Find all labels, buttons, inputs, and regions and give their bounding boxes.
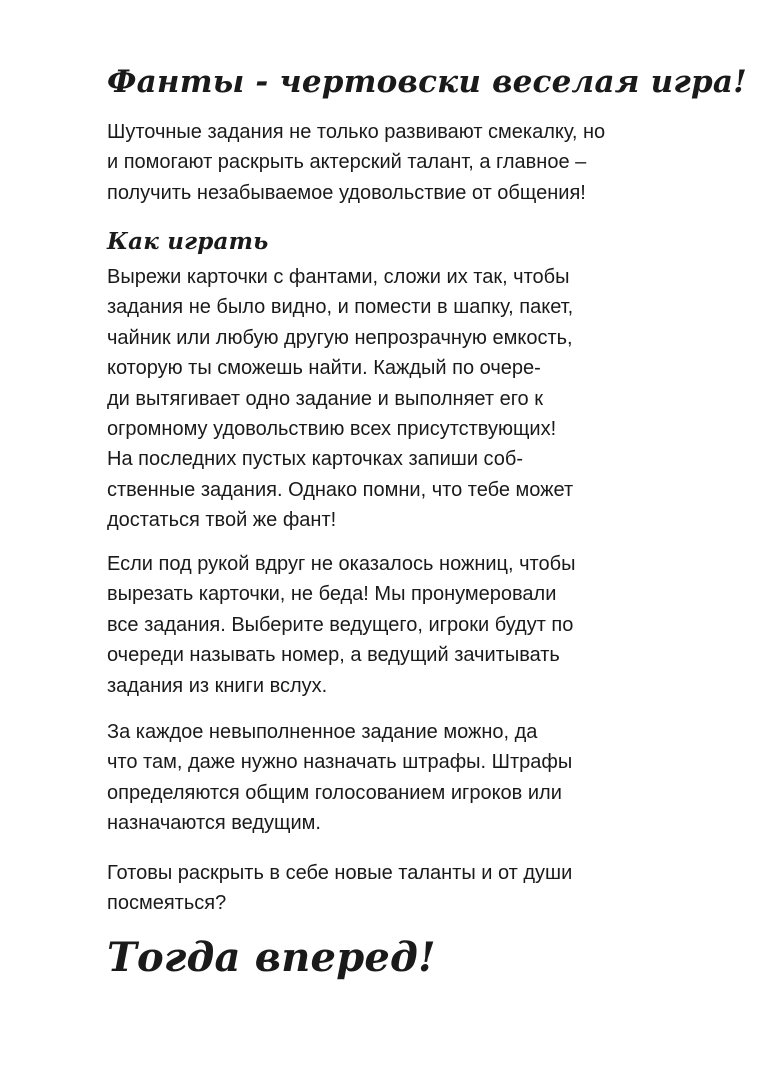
how-to-play-line: На последних пустых карточках запиши соб- xyxy=(107,448,524,471)
how-to-play-line: Вырежи карточки с фантами, сложи их так, чтобы xyxy=(107,266,570,288)
ready-line: Готовы раскрыть в себе новые таланты и от души xyxy=(107,862,573,884)
scissors-line: Если под рукой вдруг не оказалось ножниц, чтобы xyxy=(107,553,576,575)
intro-line: и помогают раскрыть актерский талант, а главное – xyxy=(107,151,587,174)
how-to-play-line: чайник или любую другую непрозрачную емкость, xyxy=(107,326,573,349)
scissors-paragraph xyxy=(107,549,687,701)
scissors-line: вырезать карточки, не беда! Мы пронумеровали xyxy=(107,583,557,606)
scissors-line: все задания. Выберите ведущего, игроки будут по xyxy=(107,613,574,636)
ready-line: посмеяться? xyxy=(107,892,227,915)
how-to-play-line: ственные задания. Однако помни, что тебе может xyxy=(107,478,574,501)
how-to-play-line: которую ты сможешь найти. Каждый по очере- xyxy=(107,357,541,380)
intro-line: получить незабываемое удовольствие от общения! xyxy=(107,181,586,204)
how-to-play-paragraph xyxy=(107,262,687,536)
penalties-line: определяются общим голосованием игроков или xyxy=(107,781,562,804)
how-to-play-line: задания не было видно, и помести в шапку, пакет, xyxy=(107,296,574,319)
page-title: Фанты - чертовски веселая игра! xyxy=(107,64,747,100)
penalties-line: назначаются ведущим. xyxy=(107,812,321,835)
how-to-play-line: достаться твой же фант! xyxy=(107,509,337,532)
penalties-line: За каждое невыполненное задание можно, да xyxy=(107,721,538,743)
intro-line: Шуточные задания не только развивают смекалку, но xyxy=(107,121,606,143)
penalties-line: что там, даже нужно назначать штрафы. Штрафы xyxy=(107,751,573,774)
ready-paragraph xyxy=(107,858,687,919)
how-to-play-line: ди вытягивает одно задание и выполняет его к xyxy=(107,387,543,410)
how-to-play-heading: Как играть xyxy=(107,228,269,255)
penalties-paragraph xyxy=(107,717,687,839)
how-to-play-line: огромному удовольствию всех присутствующих! xyxy=(107,418,557,441)
finale-heading: Тогда вперед! xyxy=(107,934,436,981)
intro-paragraph xyxy=(107,117,687,208)
scissors-line: задания из книги вслух. xyxy=(107,674,328,697)
scissors-line: очереди называть номер, а ведущий зачитывать xyxy=(107,644,560,667)
